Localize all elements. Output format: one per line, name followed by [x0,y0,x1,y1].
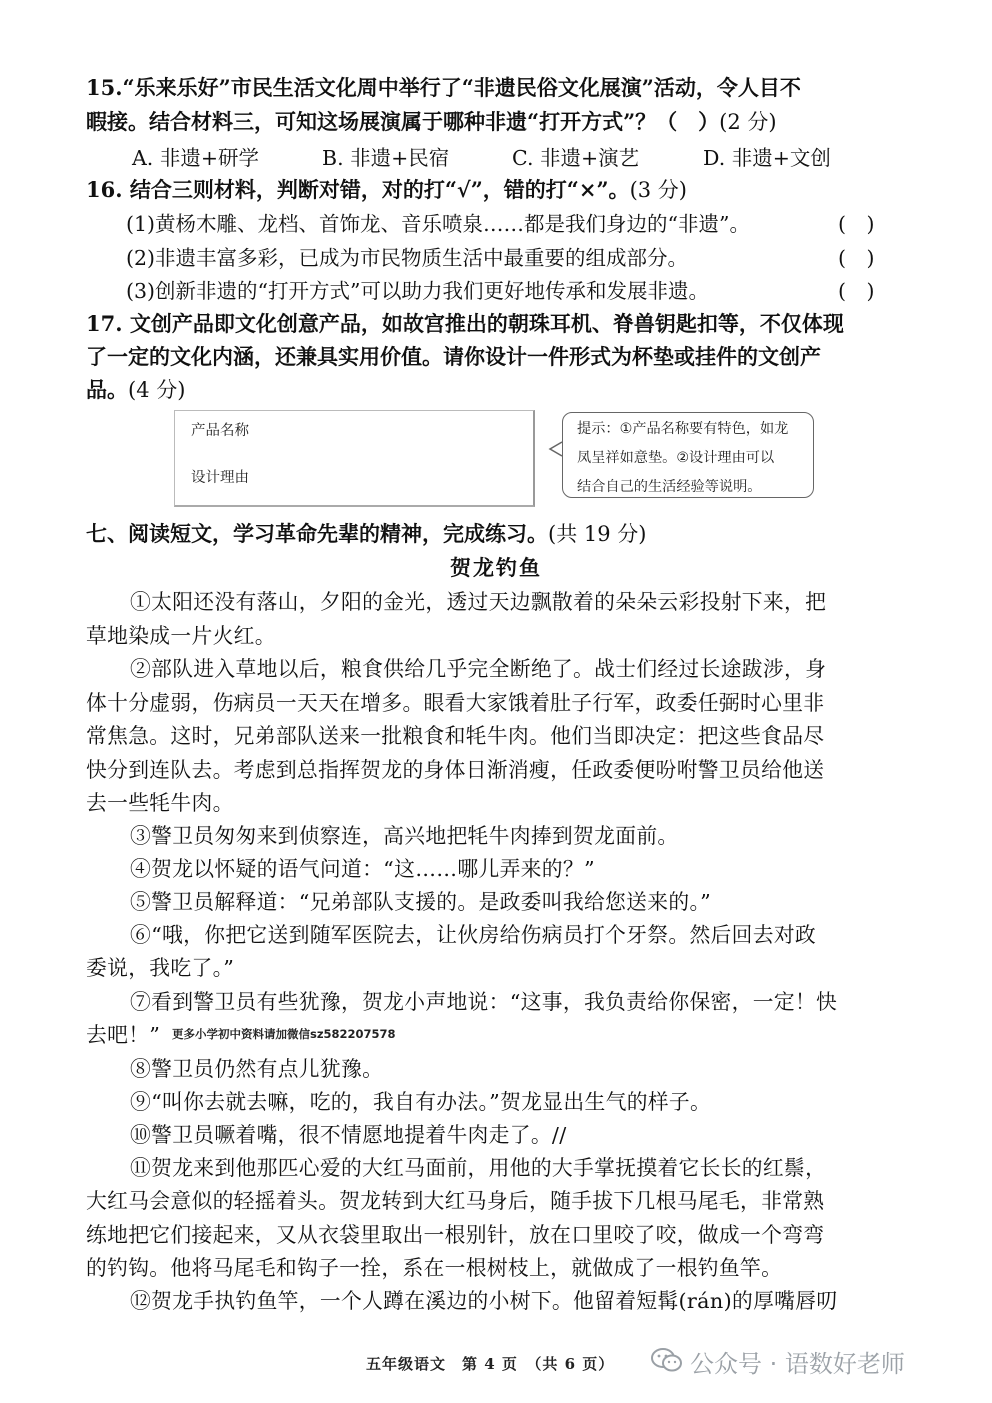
story-p4: ④贺龙以怀疑的语气问道：“这……哪儿弄来的？” [130,857,595,881]
q16-answer-paren-2: ( ) [838,246,875,270]
story-p6-line1: ⑥“哦，你把它送到随军医院去，让伙房给伤病员打个牙祭。然后回去对政 [130,923,817,947]
wechat-watermark: 公众号 · 语数好老师 [690,1350,905,1378]
story-p7-line1: ⑦看到警卫员有些犹豫，贺龙小声地说：“这事，我负责给你保密，一定！快 [130,990,838,1014]
hint-line-2: 凤呈祥如意垫。②设计理由可以 [577,450,775,466]
story-p1-line1: ①太阳还没有落山，夕阳的金光，透过天边飘散着的朵朵云彩投射下来，把 [130,590,827,614]
story-p10: ⑩警卫员噘着嘴，很不情愿地提着牛肉走了。// [130,1123,567,1147]
q15-option-d: D. 非遗+文创 [703,146,831,170]
story-p2-line5: 去一些牦牛肉。 [86,791,234,815]
story-p6-line2: 委说，我吃了。” [86,956,235,980]
contact-note: 更多小学初中资料请加微信sz582207578 [172,1027,396,1041]
hint-line-1: 提示：①产品名称要有特色，如龙 [577,421,789,437]
q15-line1: 15.“乐来乐好”市民生活文化周中举行了“非遗民俗文化展演”活动，令人目不 [86,75,801,100]
q16-item-3: (3)创新非遗的“打开方式”可以助力我们更好地传承和发展非遗。 [126,279,709,303]
story-p9: ⑨“叫你去就去嘛，吃的，我自有办法。”贺龙显出生气的样子。 [130,1090,712,1114]
story-p2-line4: 快分到连队去。考虑到总指挥贺龙的身体日渐消瘦，任政委便吩咐警卫员给他送 [86,758,825,782]
story-p11-line2: 大红马会意似的轻摇着头。贺龙转到大红马身后，随手拔下几根马尾毛，非常熟 [86,1189,825,1213]
story-p11-line3: 练地把它们接起来，又从衣袋里取出一根别针，放在口里咬了咬，做成一个弯弯 [86,1223,825,1247]
q15-option-a: A. 非遗+研学 [132,146,260,170]
product-name-label: 产品名称 [191,423,249,439]
hint-bubble [562,412,814,498]
q15-score: (2 分) [719,110,777,134]
story-p5: ⑤警卫员解释道：“兄弟部队支援的。是政委叫我给您送来的。” [130,890,712,914]
q16-item-1: (1)黄杨木雕、龙档、首饰龙、音乐喷泉……都是我们身边的“非遗”。 [126,212,750,236]
q16-item-2: (2)非遗丰富多彩，已成为市民物质生活中最重要的组成部分。 [126,246,689,270]
design-answer-box[interactable] [174,410,535,507]
q15-line2-text: 暇接。结合材料三，可知这场展演属于哪种非遗“打开方式”？（ ） [86,109,720,134]
hint-line-3: 结合自己的生活经验等说明。 [577,479,762,495]
q16-score: (3 分) [629,178,687,202]
story-p8: ⑧警卫员仍然有点儿犹豫。 [130,1057,384,1081]
q16-stem-line [86,174,687,204]
page-footer: 五年级语文 第 4 页 （共 6 页） [366,1355,615,1373]
story-p12-line1: ⑫贺龙手执钓鱼竿，一个人蹲在溪边的小树下。他留着短髯(rán)的厚嘴唇叨 [130,1289,838,1313]
q16-answer-paren-1: ( ) [838,212,875,236]
q16-answer-paren-3: ( ) [838,279,875,303]
wechat-icon [650,1346,684,1374]
story-p3: ③警卫员匆匆来到侦察连，高兴地把牦牛肉捧到贺龙面前。 [130,824,679,848]
story-p11-line1: ⑪贺龙来到他那匹心爱的大红马面前，用他的大手掌抚摸着它长长的红鬃， [130,1156,827,1180]
q16-stem: 16. 结合三则材料，判断对错，对的打“√”，错的打“×”。 [86,177,630,202]
story-p11-line4: 的钓钩。他将马尾毛和钩子一拴，系在一根树枝上，就做成了一根钓鱼竿。 [86,1256,783,1280]
story-title: 贺龙钓鱼 [450,555,542,580]
section-7-title: 七、阅读短文，学习革命先辈的精神，完成练习。 [86,521,548,546]
q17-line3-text: 品。 [86,377,128,402]
design-reason-label: 设计理由 [191,470,249,486]
section-7-heading [86,518,646,548]
story-p1-line2: 草地染成一片火红。 [86,624,276,648]
story-p2-line1: ②部队进入草地以后，粮食供给几乎完全断绝了。战士们经过长途跋涉，身 [130,657,827,681]
q17-score: (4 分) [128,378,186,402]
q17-line1: 17. 文创产品即文化创意产品，如故宫推出的朝珠耳机、脊兽钥匙扣等，不仅体现 [86,311,844,336]
section-7-score: (共 19 分) [548,522,647,546]
q15-option-b: B. 非遗+民宿 [322,146,450,170]
q15-line2 [86,106,777,136]
q15-option-c: C. 非遗+演艺 [512,146,640,170]
hint-bubble-tail [548,440,562,458]
q17-line2: 了一定的文化内涵，还兼具实用价值。请你设计一件形式为杯垫或挂件的文创产 [86,344,821,369]
q17-line3 [86,374,185,404]
story-p2-line2: 体十分虚弱，伤病员一天天在增多。眼看大家饿着肚子行军，政委任弼时心里非 [86,691,825,715]
story-p2-line3: 常焦急。这时，兄弟部队送来一批粮食和牦牛肉。他们当即决定：把这些食品尽 [86,724,825,748]
story-p7-line2: 去吧！” [86,1023,161,1047]
